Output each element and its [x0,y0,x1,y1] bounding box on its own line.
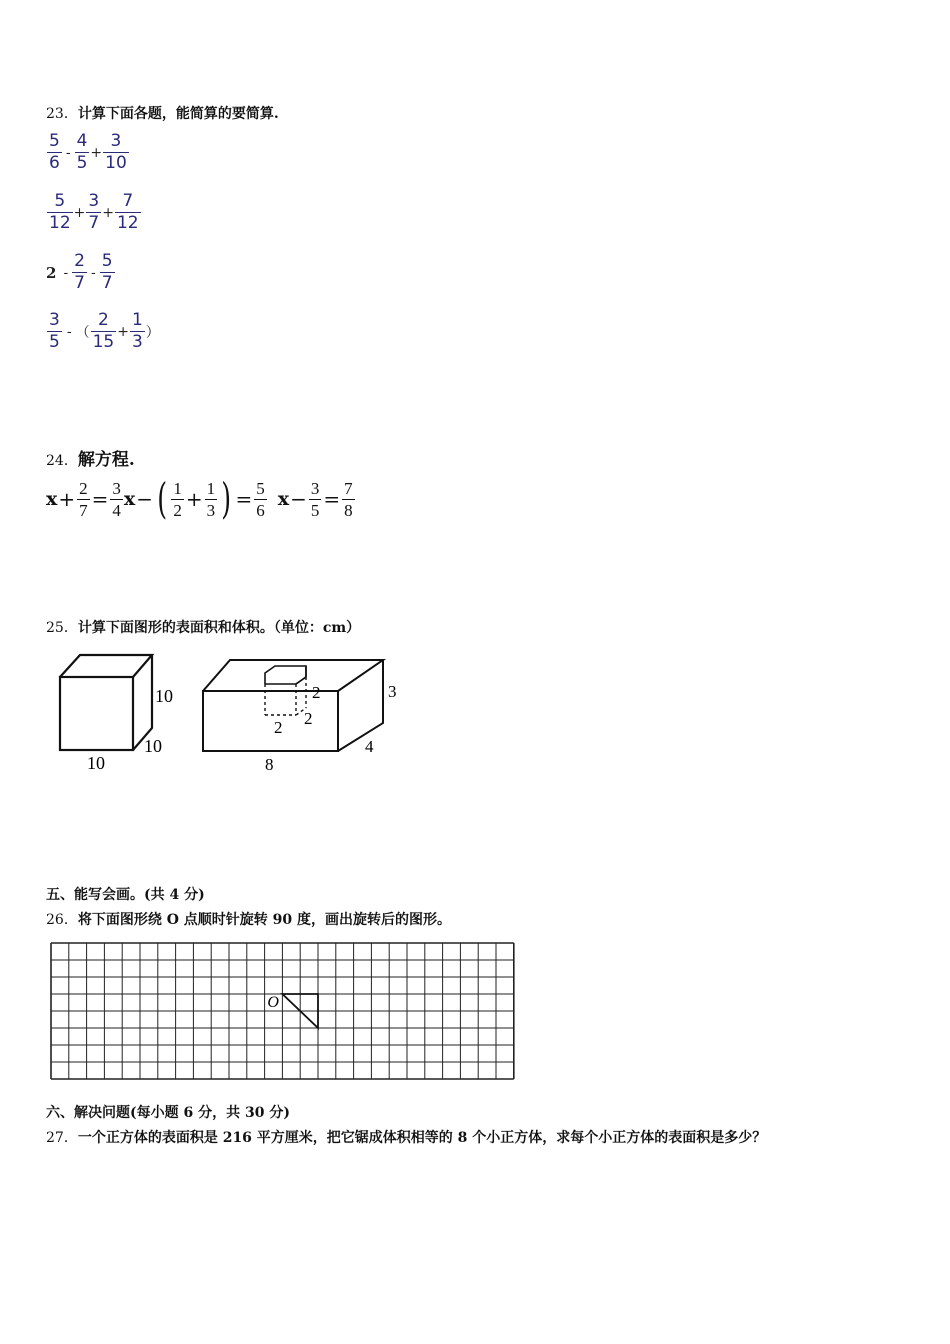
operator: + [90,144,103,161]
question-25-heading [46,617,360,637]
operator: − [136,487,153,511]
left-paren: ( [157,474,168,523]
question-text: 将下面图形绕 O 点顺时针旋转 90 度，画出旋转后的图形。 [77,912,452,928]
operator: - [65,144,71,161]
question-23-heading [46,103,279,123]
operator: + [117,323,129,340]
box-height-label: 3 [388,682,397,701]
fraction: $\frac{2}{7}$ [74,251,85,293]
point-o-label: O [267,994,279,1011]
expression-1 [46,133,130,172]
question-number: 27． [46,1130,78,1146]
fraction: $\frac{2}{15}$ [92,310,115,352]
operator: + [58,487,76,511]
box-top-face [203,660,383,691]
cube-figure [60,655,152,750]
fraction: $\frac{3}{5}$ [310,478,320,520]
hole-width-label: 2 [274,718,283,737]
hole-depth-label: 2 [304,709,313,728]
fraction: $\frac{1}{3}$ [206,478,216,520]
cube-front-face [60,677,133,750]
cube-width-label: 10 [87,753,105,773]
fraction: $\frac{3}{10}$ [105,131,127,173]
right-paren: ) [221,474,232,523]
hole-height-label: 2 [312,683,321,702]
fraction: $\frac{1}{3}$ [131,310,143,352]
box-length-label: 8 [265,755,274,774]
expression-2 [46,193,142,232]
question-text: 一个正方体的表面积是 216 平方厘米，把它锯成体积相等的 8 个小正方体，求每个小正方体的表面积是多少？ [77,1130,767,1146]
fraction: $\frac{5}{12}$ [49,191,71,233]
question-text: 计算下面各题，能简算的要简算. [77,106,279,122]
question-27-heading [46,1127,766,1147]
fraction: $\frac{1}{2}$ [173,478,182,520]
solid-figures [40,645,440,780]
hole-hidden-edges [265,677,306,715]
operator: - [63,264,69,281]
equals-sign: = [91,487,109,511]
fraction: $\frac{3}{5}$ [49,310,60,352]
cube-height-label: 10 [155,686,173,706]
left-paren: （ [75,324,90,341]
fraction: $\frac{3}{4}$ [112,478,121,520]
section-5-title: 五、能写会画。(共 4 分) [46,887,205,903]
box-width-label: 4 [365,737,374,756]
question-24-heading [46,445,135,470]
fraction: $\frac{4}{5}$ [76,131,88,173]
equals-sign: = [235,487,253,511]
equations-row [46,474,356,523]
box-figure [203,660,383,751]
variable: x [277,488,290,510]
operator: + [185,487,203,511]
question-number: 24． [46,453,78,469]
fraction: $\frac{5}{6}$ [256,478,265,520]
equals-sign: = [323,487,341,511]
fraction: $\frac{5}{7}$ [101,251,113,293]
question-26-heading [46,909,451,929]
operand: 2 [46,263,57,282]
question-text: 解方程. [77,450,135,470]
operator: - [66,323,72,340]
cube-top-face [60,655,152,677]
question-number: 25． [46,620,78,636]
operator: + [102,204,114,221]
question-number: 26． [46,912,78,928]
section-6-title: 六、解决问题(每小题 6 分，共 30 分) [46,1105,290,1121]
drawing-grid[interactable] [46,940,522,1085]
operator: + [73,204,86,221]
fraction: $\frac{7}{8}$ [344,478,353,520]
box-side-face [338,660,383,751]
fraction: $\frac{2}{7}$ [79,478,88,520]
fraction: $\frac{5}{6}$ [49,131,60,173]
right-paren: ） [145,324,160,341]
question-text: 计算下面图形的表面积和体积。（单位：cm） [77,620,361,636]
variable: x [46,488,58,510]
fraction: $\frac{7}{12}$ [116,191,139,233]
expression-4 [46,312,160,351]
cube-depth-label: 10 [144,736,162,756]
question-number: 23． [46,106,78,122]
expression-3 [46,253,116,292]
operator: − [290,487,307,511]
fraction: $\frac{3}{7}$ [88,191,100,233]
variable: x [123,488,136,510]
operator: - [91,264,96,281]
